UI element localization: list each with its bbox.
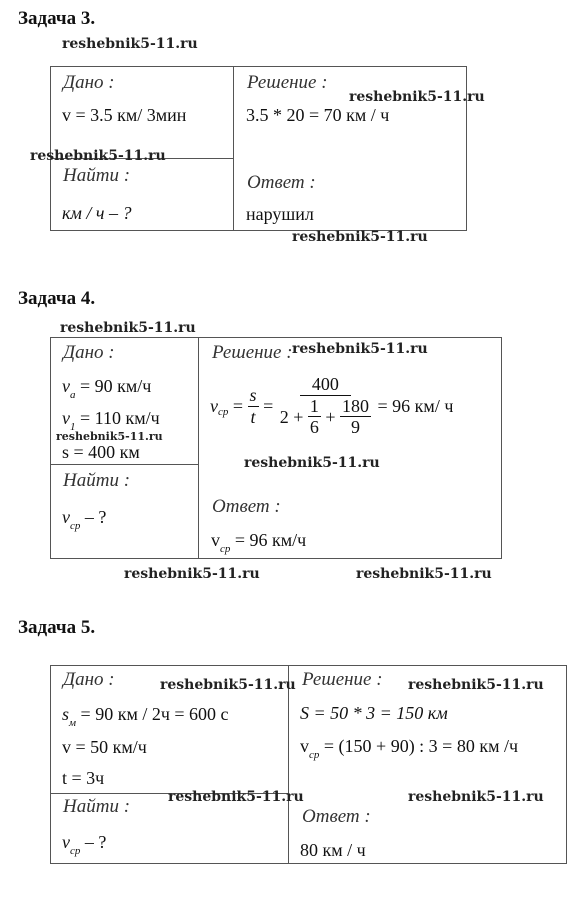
task4-find-value: $v_{ср}$ – ? <box>62 507 107 532</box>
task3-solution-value: 3.5 * 20 = 70 км / ч <box>246 105 390 125</box>
task4-given-label: Дано : <box>63 342 115 363</box>
task4-solution-label: Решение : <box>212 342 293 363</box>
task5-find-label: Найти : <box>63 796 131 817</box>
task3-find-label: Найти : <box>63 165 131 186</box>
task5-answer-value: 80 км / ч <box>300 840 366 860</box>
watermark: reshebnik5-11.ru <box>408 677 544 693</box>
task4-answer-value: $v_{ср} = 96$ км/ч <box>211 530 307 555</box>
task4-given-va: $v_a = 90$ км/ч <box>62 376 152 401</box>
watermark: reshebnik5-11.ru <box>60 320 196 336</box>
watermark: reshebnik5-11.ru <box>62 36 198 52</box>
watermark: reshebnik5-11.ru <box>408 789 544 805</box>
task5-heading: Задача 5. <box>18 617 96 638</box>
task5-given-t: t = 3ч <box>62 768 105 788</box>
task3-given-label: Дано : <box>63 72 115 93</box>
watermark: reshebnik5-11.ru <box>124 566 260 582</box>
task3-answer-value: нарушил <box>246 204 314 224</box>
task3-find-value: км / ч – ? <box>62 203 132 223</box>
task3-solution-label: Решение : <box>247 72 328 93</box>
task4-answer-label: Ответ : <box>212 496 281 517</box>
watermark: reshebnik5-11.ru <box>160 677 296 693</box>
task4-column-divider <box>198 337 199 559</box>
task5-solution-line1: S = 50 * 3 = 150 км <box>300 703 448 723</box>
task3-column-divider <box>233 66 234 231</box>
task4-heading: Задача 4. <box>18 288 96 309</box>
task4-formula-main-fraction: 400 2 + $\frac{1}{6}$ + $\frac{180}{9}$ <box>279 374 370 438</box>
task3-given-value: v = 3.5 км/ 3мин <box>62 105 187 125</box>
watermark: reshebnik5-11.ru <box>349 89 485 105</box>
task5-column-divider <box>288 665 289 864</box>
task5-find-value: $v_{ср}$ – ? <box>62 832 107 857</box>
task3-heading: Задача 3. <box>18 8 96 29</box>
task5-given-label: Дано : <box>63 669 115 690</box>
task5-solution-label: Решение : <box>302 669 383 690</box>
watermark: reshebnik5-11.ru <box>30 148 166 164</box>
task5-table <box>50 665 567 864</box>
task5-given-v: v = 50 км/ч <box>62 737 147 757</box>
task5-solution-line2: $v_{ср} = (150 + 90)$ : 3 = 80 км /ч <box>300 736 519 761</box>
task4-formula-s-over-t: $\frac{s}{t}$ <box>249 384 257 427</box>
task5-answer-label: Ответ : <box>302 806 371 827</box>
task4-given-v1: $v_1 = 110$ км/ч <box>62 408 160 433</box>
task4-given-s: s = 400 км <box>62 442 140 462</box>
watermark: reshebnik5-11.ru <box>168 789 304 805</box>
task4-find-label: Найти : <box>63 470 131 491</box>
task4-row-divider <box>50 464 198 465</box>
task3-answer-label: Ответ : <box>247 172 316 193</box>
watermark: reshebnik5-11.ru <box>292 341 428 357</box>
watermark: reshebnik5-11.ru <box>56 430 163 443</box>
watermark: reshebnik5-11.ru <box>244 455 380 471</box>
watermark: reshebnik5-11.ru <box>292 229 428 245</box>
task5-given-sm: $s_м = 90$ км / 2ч = 600 с <box>62 704 229 729</box>
watermark: reshebnik5-11.ru <box>356 566 492 582</box>
task4-formula: v ср = $\frac{s}{t}$ = 400 2 + $\frac{1}{6}$ + $\frac{180}{9}$ = 96 км/ ч <box>210 374 454 438</box>
